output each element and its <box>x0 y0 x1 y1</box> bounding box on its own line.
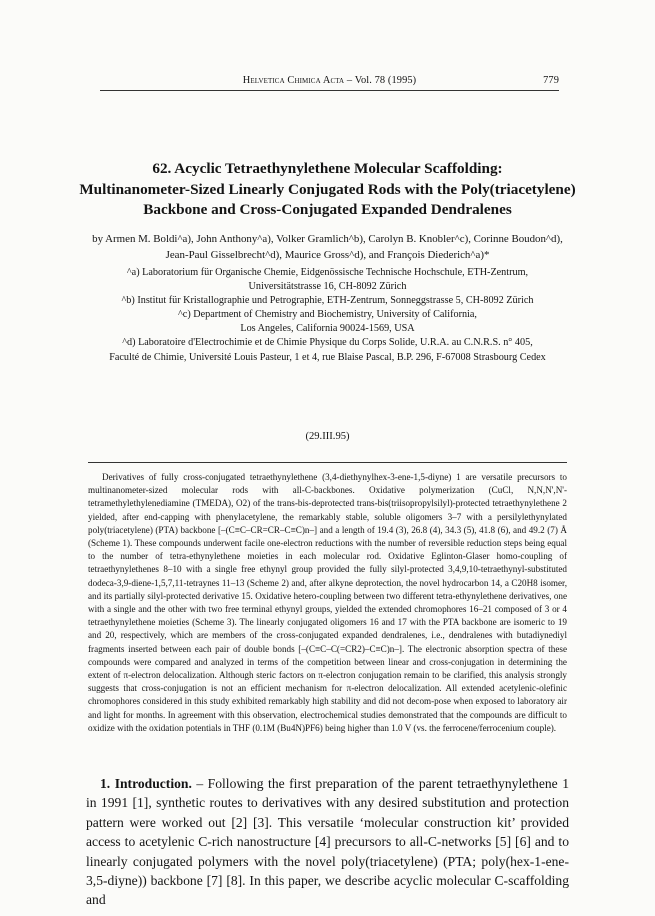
affiliation-d: Faculté de Chimie, Université Louis Pasteur, 1 et 4, rue Blaise Pascal, B.P. 296, F-67008 Strasbourg Cedex <box>109 351 546 363</box>
author-line: Jean-Paul Gisselbrecht^d), Maurice Gross^d), and François Diederich^a)* <box>165 249 490 261</box>
affiliation-a: Universitätstrasse 16, CH-8092 Zürich <box>248 281 407 293</box>
journal-citation: Helvetica Chimica Acta – Vol. 78 (1995) <box>242 75 417 86</box>
title-line: Backbone and Cross-Conjugated Expanded Dendralenes <box>143 201 512 218</box>
article-title <box>70 159 585 221</box>
affiliation-b: ^b) Institut für Kristallographie und Petrographie, ETH-Zentrum, Sonneggstrasse 5, CH-8092 Zürich <box>121 295 534 307</box>
affiliation-c: Los Angeles, California 90024-1569, USA <box>240 323 415 335</box>
received-date: (29.III.95) <box>305 431 350 442</box>
title-line: 62. Acyclic Tetraethynylethene Molecular Scaffolding: <box>152 160 503 177</box>
abstract-paragraph: Derivatives of fully cross-conjugated tetraethynylethene (3,4-diethynylhex-3-ene-1,5-diyne) 1 are versatile precursors to multinanometer-sized molecular rods with all-C-backbones. Oxidative polymerization (CuCl, N,N,N',N'-tetramethylethylenediamine (TMEDA), O2) of the trans-bis-deprotected trans-bis(triisopropylsilyl)-protected tetraethynylethene 2 yielded, after end-capping with phenylacetylene, the remarkably stable, soluble oligomers 3–7 with a persilylethynylated poly(triacetylene) (PTA) backbone [–(C≡C–CR=CR–C≡C)n–] and a length of 19.4 (3), 26.8 (4), 34.3 (5), 41.8 (6), and 49.2 (7) Å (Scheme 1). These compounds underwent facile one-electron reductions with the number of reversible reduction steps being equal to the number of tetra-ethynylethene moieties in each molecular rod. Oxidative Eglinton-Glaser homo-coupling of tetraethynylethenes 8–10 with a single free ethynyl group provided the fully silyl-protected 3,4,9,10-tetraethynyl-substituted dodeca-3,9-diene-1,5,7,11-tetraynes 11–13 (Scheme 2) and, after alkyne deprotection, the novel hydrocarbon 14, a C20H8 isomer, and its partially silyl-protected derivative 15. Oxidative hetero-coupling between two different tetra-ethynylethene derivatives, one with a single and the other with two free terminal ethynyl groups, yielded the extended chromophores 16–21 composed of 3 or 4 tetraethynylethene moieties (Scheme 3). The linearly conjugated oligomers 16 and 17 with the PTA backbone are isomeric to 19 and 20, respectively, which are members of the cross-conjugated expanded dendralenes, i.e., dendralenes with butadiynediyl fragments inserted between each pair of double bonds [–(C≡C–C(=CR2)–C≡C)n–]. The electronic absorption spectra of these compounds were compared and analyzed in terms of the competition between linear and cross-conjugation in determining the extent of π-electron delocalization. Although steric factors on π-electron conjugation remain to be clarified, this analysis strongly suggests that cross-conjugation is not an efficient mechanism for π-electron delocalization. All extended acetylenic-olefinic chromophores considered in this study exhibited remarkably high stability and did not decom-pose when exposed to laboratory air and light for months. In agreement with this observation, electrochemical studies demonstrated that the compounds are difficult to oxidize with the oxidation potentials in THF (0.1M (Bu4N)PF6) being higher than 1.0 V (vs. the ferrocene/ferrocenium couple). <box>88 472 567 733</box>
running-head <box>100 74 559 91</box>
introduction-text: – Following the first preparation of the parent tetraethynylethene 1 in 1991 [1], synthetic routes to derivatives with any desired substitution and protection pattern were worked out [2] [3]. This versatile ‘molecular construction kit’ provided access to acetylenic C-rich nanostructure [4] precursors to all-C-networks [5] [6] and to linearly conjugated polymers with the novel poly(triacetylene) (PTA; poly(hex-1-ene-3,5-diyne)) backbone [7] [8]. In this paper, we describe acyclic molecular C-scaffolding and <box>86 776 569 908</box>
page-number: 779 <box>543 75 559 86</box>
introduction-paragraph <box>86 774 569 910</box>
abstract-divider <box>88 462 567 463</box>
affiliation-c: ^c) Department of Chemistry and Biochemistry, University of California, <box>178 309 477 321</box>
section-heading: 1. Introduction. <box>100 776 192 791</box>
affiliation-a: ^a) Laboratorium für Organische Chemie, Eidgenössische Technische Hochschule, ETH-Zentrum, <box>126 267 529 278</box>
author-line: by Armen M. Boldi^a), John Anthony^a), Volker Gramlich^b), Carolyn B. Knobler^c), Corinne Boudon^d), <box>92 233 563 245</box>
author-list <box>64 231 591 263</box>
affiliations <box>82 266 573 365</box>
affiliation-d: ^d) Laboratoire d'Electrochimie et de Chimie Physique du Corps Solide, U.R.A. au C.N.R.S. n° 405, <box>122 337 533 349</box>
title-line: Multinanometer-Sized Linearly Conjugated Rods with the Poly(triacetylene) <box>79 180 576 198</box>
